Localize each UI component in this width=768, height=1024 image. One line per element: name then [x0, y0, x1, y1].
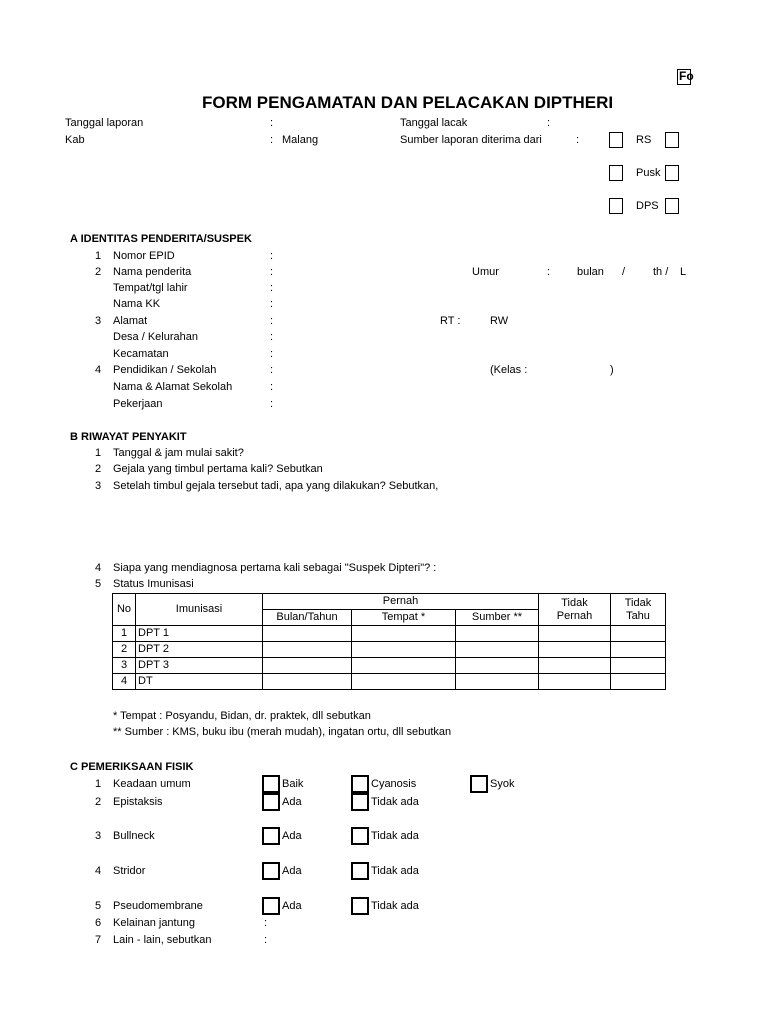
row-no: 2 — [113, 642, 136, 658]
tidak-ada-label: Tidak ada — [371, 830, 419, 842]
colon: : — [264, 934, 268, 946]
cell[interactable] — [456, 642, 539, 658]
row-no: 4 — [113, 674, 136, 690]
cell[interactable] — [456, 674, 539, 690]
section-a-heading: A IDENTITAS PENDERITA/SUSPEK — [70, 233, 252, 245]
dps-checkbox-right[interactable] — [665, 198, 679, 214]
row-name: DPT 2 — [136, 642, 263, 658]
lain-lain-label: Lain - lain, sebutkan — [113, 934, 212, 946]
sumber-note: ** Sumber : KMS, buku ibu (merah mudah), ingatan ortu, dll sebutkan — [113, 726, 452, 738]
colon: : — [270, 348, 274, 360]
nomor-epid-label: Nomor EPID — [113, 250, 175, 262]
cell[interactable] — [611, 658, 666, 674]
item-number: 3 — [95, 830, 102, 842]
pseudomembrane-ada-checkbox[interactable] — [262, 897, 280, 915]
colon: : — [264, 917, 268, 929]
colon: : — [547, 266, 551, 278]
colon: : — [270, 364, 274, 376]
pseudomembrane-label: Pseudomembrane — [113, 900, 203, 912]
table-row — [113, 658, 666, 674]
epistaksis-ada-checkbox[interactable] — [262, 793, 280, 811]
cell[interactable] — [611, 642, 666, 658]
ada-label: Ada — [282, 796, 302, 808]
kab-label: Kab — [65, 134, 85, 146]
header-no: No — [113, 594, 136, 626]
item-number: 2 — [95, 796, 102, 808]
table-row — [113, 642, 666, 658]
cell[interactable] — [263, 658, 352, 674]
tanggal-laporan-label: Tanggal laporan — [65, 117, 144, 129]
desa-kelurahan-label: Desa / Kelurahan — [113, 331, 198, 343]
rs-checkbox-left[interactable] — [609, 132, 623, 148]
header-tidak-tahu — [611, 594, 666, 626]
cell[interactable] — [352, 642, 456, 658]
item-number: 4 — [95, 865, 102, 877]
cell[interactable] — [456, 626, 539, 642]
epistaksis-tidak-ada-checkbox[interactable] — [351, 793, 369, 811]
header-tempat: Tempat * — [352, 610, 456, 626]
kelas-label: (Kelas : — [490, 364, 528, 376]
diagnosa-label: Siapa yang mendiagnosa pertama kali sebagai "Suspek Dipteri"? : — [113, 562, 437, 574]
header-text: Tidak — [624, 596, 652, 609]
pekerjaan-label: Pekerjaan — [113, 398, 163, 410]
cell[interactable] — [539, 674, 611, 690]
header-bulan-tahun: Bulan/Tahun — [263, 610, 352, 626]
cell[interactable] — [263, 674, 352, 690]
item-number: 4 — [95, 364, 102, 376]
cell[interactable] — [611, 626, 666, 642]
header-text: Pernah — [556, 609, 593, 622]
table-row — [113, 626, 666, 642]
cell[interactable] — [352, 658, 456, 674]
pusk-checkbox-left[interactable] — [609, 165, 623, 181]
row-no: 3 — [113, 658, 136, 674]
immunization-table — [112, 593, 666, 690]
cell[interactable] — [456, 658, 539, 674]
kelas-close: ) — [610, 364, 614, 376]
table-row — [113, 674, 666, 690]
colon: : — [576, 134, 580, 146]
colon: : — [270, 250, 274, 262]
cell[interactable] — [539, 642, 611, 658]
ada-label: Ada — [282, 900, 302, 912]
row-name: DPT 1 — [136, 626, 263, 642]
nama-penderita-label: Nama penderita — [113, 266, 192, 278]
colon: : — [270, 282, 274, 294]
rs-label: RS — [636, 134, 652, 146]
stridor-ada-checkbox[interactable] — [262, 862, 280, 880]
status-imunisasi-label: Status Imunisasi — [113, 578, 194, 590]
rt-label: RT : — [440, 315, 461, 327]
item-number: 3 — [95, 480, 102, 492]
dps-label: DPS — [636, 200, 659, 212]
nama-kk-label: Nama KK — [113, 298, 161, 310]
keadaan-umum-label: Keadaan umum — [113, 778, 191, 790]
header-pernah: Pernah — [263, 594, 539, 610]
tahun-label: th / — [653, 266, 669, 278]
item-number: 4 — [95, 562, 102, 574]
ada-label: Ada — [282, 830, 302, 842]
sumber-laporan-label: Sumber laporan diterima dari — [400, 134, 542, 146]
section-c-heading: C PEMERIKSAAN FISIK — [70, 761, 194, 773]
nama-alamat-sekolah-label: Nama & Alamat Sekolah — [113, 381, 233, 393]
epistaksis-label: Epistaksis — [113, 796, 163, 808]
stridor-tidak-ada-checkbox[interactable] — [351, 862, 369, 880]
dps-checkbox-left[interactable] — [609, 198, 623, 214]
tanggal-mulai-sakit-label: Tanggal & jam mulai sakit? — [113, 447, 244, 459]
tindakan-label: Setelah timbul gejala tersebut tadi, apa yang dilakukan? Sebutkan, — [113, 480, 439, 492]
cell[interactable] — [263, 626, 352, 642]
colon: : — [270, 134, 274, 146]
item-number: 3 — [95, 315, 102, 327]
cell[interactable] — [352, 626, 456, 642]
header-tidak-pernah — [539, 594, 611, 626]
tidak-ada-label: Tidak ada — [371, 900, 419, 912]
stridor-label: Stridor — [113, 865, 146, 877]
pendidikan-label: Pendidikan / Sekolah — [113, 364, 217, 376]
kecamatan-label: Kecamatan — [113, 348, 169, 360]
slash: / — [622, 266, 626, 278]
gejala-label: Gejala yang timbul pertama kali? Sebutkan — [113, 463, 323, 475]
item-number: 1 — [95, 778, 102, 790]
header-text: Tahu — [626, 609, 650, 622]
section-b-heading: B RIWAYAT PENYAKIT — [70, 431, 187, 443]
colon: : — [270, 331, 274, 343]
colon: : — [270, 298, 274, 310]
ada-label: Ada — [282, 865, 302, 877]
pusk-checkbox-right[interactable] — [665, 165, 679, 181]
bullneck-tidak-ada-checkbox[interactable] — [351, 827, 369, 845]
pseudomembrane-tidak-ada-checkbox[interactable] — [351, 897, 369, 915]
tanggal-lacak-label: Tanggal lacak — [400, 117, 468, 129]
header-imunisasi: Imunisasi — [136, 594, 263, 626]
baik-checkbox[interactable] — [262, 775, 280, 793]
colon: : — [270, 381, 274, 393]
pusk-label: Pusk — [636, 167, 661, 179]
form-title: FORM PENGAMATAN DAN PELACAKAN DIPTHERI — [202, 93, 614, 112]
bullneck-ada-checkbox[interactable] — [262, 827, 280, 845]
tempat-note: * Tempat : Posyandu, Bidan, dr. praktek, dll sebutkan — [113, 710, 371, 722]
tidak-ada-label: Tidak ada — [371, 796, 419, 808]
umur-label: Umur — [472, 266, 499, 278]
header-sumber: Sumber ** — [456, 610, 539, 626]
alamat-label: Alamat — [113, 315, 148, 327]
row-no: 1 — [113, 626, 136, 642]
cell[interactable] — [263, 642, 352, 658]
item-number: 1 — [95, 447, 102, 459]
colon: : — [270, 315, 274, 327]
item-number: 1 — [95, 250, 102, 262]
rw-label: RW — [490, 315, 509, 327]
baik-label: Baik — [282, 778, 304, 790]
rs-checkbox-right[interactable] — [665, 132, 679, 148]
kab-value: Malang — [282, 134, 319, 146]
item-number: 6 — [95, 917, 102, 929]
syok-label: Syok — [490, 778, 515, 790]
form-code-tag: Fo — [679, 69, 694, 83]
bulan-label: bulan — [577, 266, 604, 278]
header-text: Tidak — [561, 596, 588, 609]
cyanosis-checkbox[interactable] — [351, 775, 369, 793]
colon: : — [270, 398, 274, 410]
cell[interactable] — [352, 674, 456, 690]
syok-checkbox[interactable] — [470, 775, 488, 793]
item-number: 7 — [95, 934, 102, 946]
item-number: 2 — [95, 266, 102, 278]
colon: : — [547, 117, 551, 129]
bullneck-label: Bullneck — [113, 830, 155, 842]
kelainan-jantung-label: Kelainan jantung — [113, 917, 195, 929]
row-name: DT — [136, 674, 263, 690]
cyanosis-label: Cyanosis — [371, 778, 417, 790]
item-number: 5 — [95, 900, 102, 912]
cell[interactable] — [611, 674, 666, 690]
cell[interactable] — [539, 626, 611, 642]
item-number: 2 — [95, 463, 102, 475]
colon: : — [270, 117, 274, 129]
cell[interactable] — [539, 658, 611, 674]
colon: : — [270, 266, 274, 278]
tempat-tgl-lahir-label: Tempat/tgl lahir — [113, 282, 188, 294]
item-number: 5 — [95, 578, 102, 590]
tidak-ada-label: Tidak ada — [371, 865, 419, 877]
gender-label: L — [680, 266, 687, 278]
row-name: DPT 3 — [136, 658, 263, 674]
